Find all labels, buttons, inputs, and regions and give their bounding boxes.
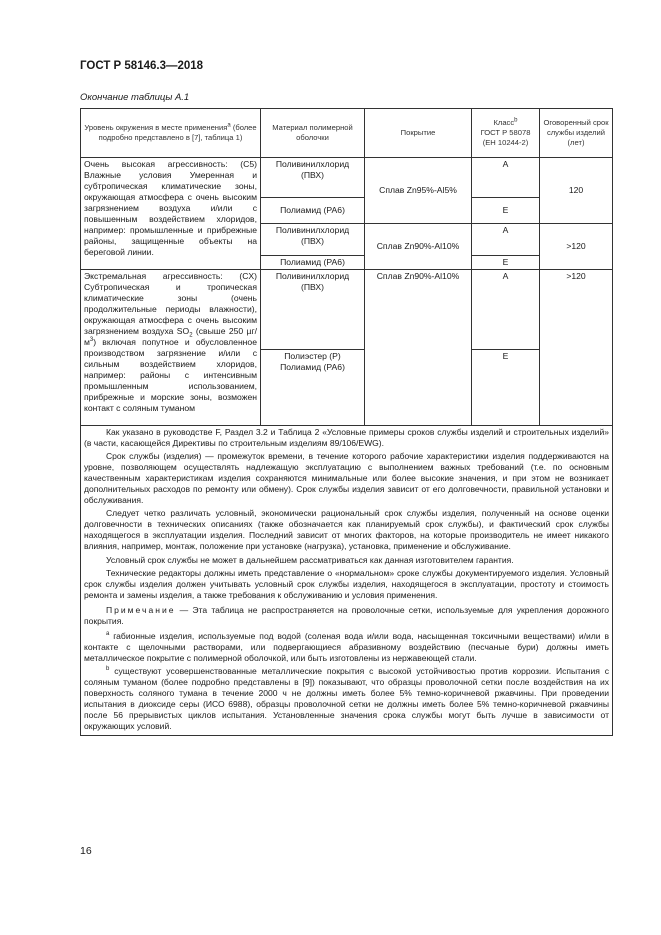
class-cell: A [472, 270, 540, 350]
note-paragraph: Следует четко различать условный, экономически рациональный срок службы изделия, полученный на основе оценки долговечности в технических описаниях (также обозначается как планируемый срок службы), и фактический срок службы находящегося в эксплуатации изделия. Последний зависит от многих факторов, на которые производитель не имеет никакого влияния, например, монтаж, положение при установке (нагрузка), установка, применение и обслуживание. [84, 508, 609, 552]
class-cell: A [472, 224, 540, 256]
footnote-b-text: существуют усовершенствованные металлические покрытия с высокой устойчивостью против коррозии. Испытания с соляным туманом (более подробно представлены в [9]) показывают, что образцы проволочной сетки после воздействия на их поверхность соляного тумана в течение 2000 ч не должны иметь более 5% темно-коричневой ржавчины. При проведении испытания в диоксиде серы (ИСО 6988), образцы проволочной сетки не должны иметь более 5% темно-коричневой ржавчины после 56 прерывистых циклов испытания. Установленные значения срока службы могут быть лучше в зависимости от окружающих условий. [84, 665, 609, 732]
notes-cell [81, 426, 613, 736]
table-header-row [81, 109, 613, 158]
table-row [81, 158, 613, 198]
header-environment-text-2: (более подробно представлено в [7], таблица 1) [98, 123, 257, 142]
footnote-b-mark: b [106, 666, 110, 673]
environment-cx-text-3: ) включая попутное и обусловленное производством загрязнение и/или с сильным воздействием хлоридов, например: районы с интенсивным промышленным использованием, прибрежные и морские зоны, возможен контакт с соляным туманом [84, 337, 257, 413]
service-life-cell: >120 [540, 224, 613, 270]
environment-cx-cell [81, 270, 261, 426]
class-cell: A [472, 158, 540, 198]
header-class-standard: ГОСТ Р 58078 (ЕН 10244-2) [480, 128, 531, 147]
requirements-table [80, 108, 613, 736]
subscript: 2 [189, 332, 193, 339]
service-life-cell: 120 [540, 158, 613, 224]
material-cell: Поливинилхлорид (ПВХ) [261, 158, 365, 198]
class-cell: E [472, 256, 540, 270]
superscript: 3 [89, 337, 94, 344]
table-caption: Окончание таблицы А.1 [80, 92, 190, 103]
note-paragraph: Срок службы (изделия) — промежуток времени, в течение которого рабочие характеристики изделия поддерживаются на уровне, позволяющем осуществлять надлежащую эксплуатацию с выполнением важных требований (т.е. по основным качественным характеристикам изделия сохраняются минимальные или более высокие значения, и при этом не возникает дополнительных расходов по ремонту или обмену). Срок службы изделия зависит от его долговечности, правильной установки и обслуживания. [84, 451, 609, 506]
coating-cell: Сплав Zn95%-Al5% [365, 158, 472, 224]
footnote-a-ref: а [227, 122, 231, 129]
class-cell: E [472, 350, 540, 426]
note-label: Примечание [106, 604, 176, 615]
coating-cell: Сплав Zn90%-Al10% [365, 270, 472, 426]
header-environment-text: Уровень окружения в месте применения [84, 123, 228, 132]
note-remark-text: — Эта таблица не распространяется на проволочные сетки, используемые для укрепления дорожного покрытия. [84, 604, 609, 626]
header-environment [81, 109, 261, 158]
header-material: Материал полимерной оболочки [261, 109, 365, 158]
note-paragraph: Технические редакторы должны иметь представление о «нормальном» сроке службы документируемого изделия. Условный срок службы изделия должен учитывать условный срок службы изделия, находящегося в эксплуатации, простоту и стоимость ремонта и замены изделия, а также требования к обслуживанию и условия применения. [84, 567, 609, 600]
material-cell: Поливинилхлорид (ПВХ) [261, 224, 365, 256]
class-cell: E [472, 198, 540, 224]
material-cell: Полиамид (РА6) [261, 256, 365, 270]
environment-c5-cell: Очень высокая агрессивность: (C5) Влажные условия Умеренная и субтропическая климатические зоны, окружающая атмосфера с очень высоким загрязнением воздуха и/или с повышенным воздействием хлоридов, например: промышленные и прибрежные районы, защищенные объекты на береговой линии. [81, 158, 261, 270]
header-class [472, 109, 540, 158]
note-paragraph: Как указано в руководстве F, Раздел 3.2 и Таблица 2 «Условные примеры сроков службы изделий и строительных изделий» (в части, касающейся Директивы по строительным изделиям 89/106/EWG). [84, 427, 609, 449]
table-row [81, 270, 613, 350]
header-coating: Покрытие [365, 109, 472, 158]
service-life-cell: >120 [540, 270, 613, 426]
coating-cell: Сплав Zn90%-Al10% [365, 224, 472, 270]
notes-row [81, 426, 613, 736]
header-class-text: Класс [493, 118, 515, 127]
footnote-a-text: габионные изделия, используемые под водой (соленая вода и/или вода, насыщенная токсичными веществами) и/или в контакте с щелочными растворами, или подвергающиеся абразивному воздействию (песчаные бури) должны иметь металлическое покрытие с полимерной оболочкой, или быть изготовлены из нержавеющей стали. [84, 630, 609, 663]
footnote-b-ref: b [514, 117, 518, 124]
footnote-a [84, 631, 609, 664]
material-cell: Поливинилхлорид (ПВХ) [261, 270, 365, 350]
footnote-a-mark: а [106, 630, 110, 637]
note-remark [84, 605, 609, 627]
material-cell: Полиэстер (Р) Полиамид (РА6) [261, 350, 365, 426]
header-service-life: Оговоренный срок службы изделий (лет) [540, 109, 613, 158]
footnote-b [84, 666, 609, 732]
note-paragraph: Условный срок службы не может в дальнейшем рассматриваться как данная изготовителем гарантия. [106, 554, 514, 565]
page-number: 16 [80, 845, 92, 857]
document-header-title: ГОСТ Р 58146.3—2018 [80, 60, 204, 72]
material-cell: Полиамид (РА6) [261, 198, 365, 224]
environment-cx-text: Экстремальная агрессивность: (CX) Субтропическая и тропическая климатические зоны (очень продолжительные периоды влажности), окружающая атмосфера с очень высоким загрязнением воздуха SO [84, 271, 257, 336]
environment-cx-text-2: (свыше 250 µг/м [84, 326, 257, 347]
